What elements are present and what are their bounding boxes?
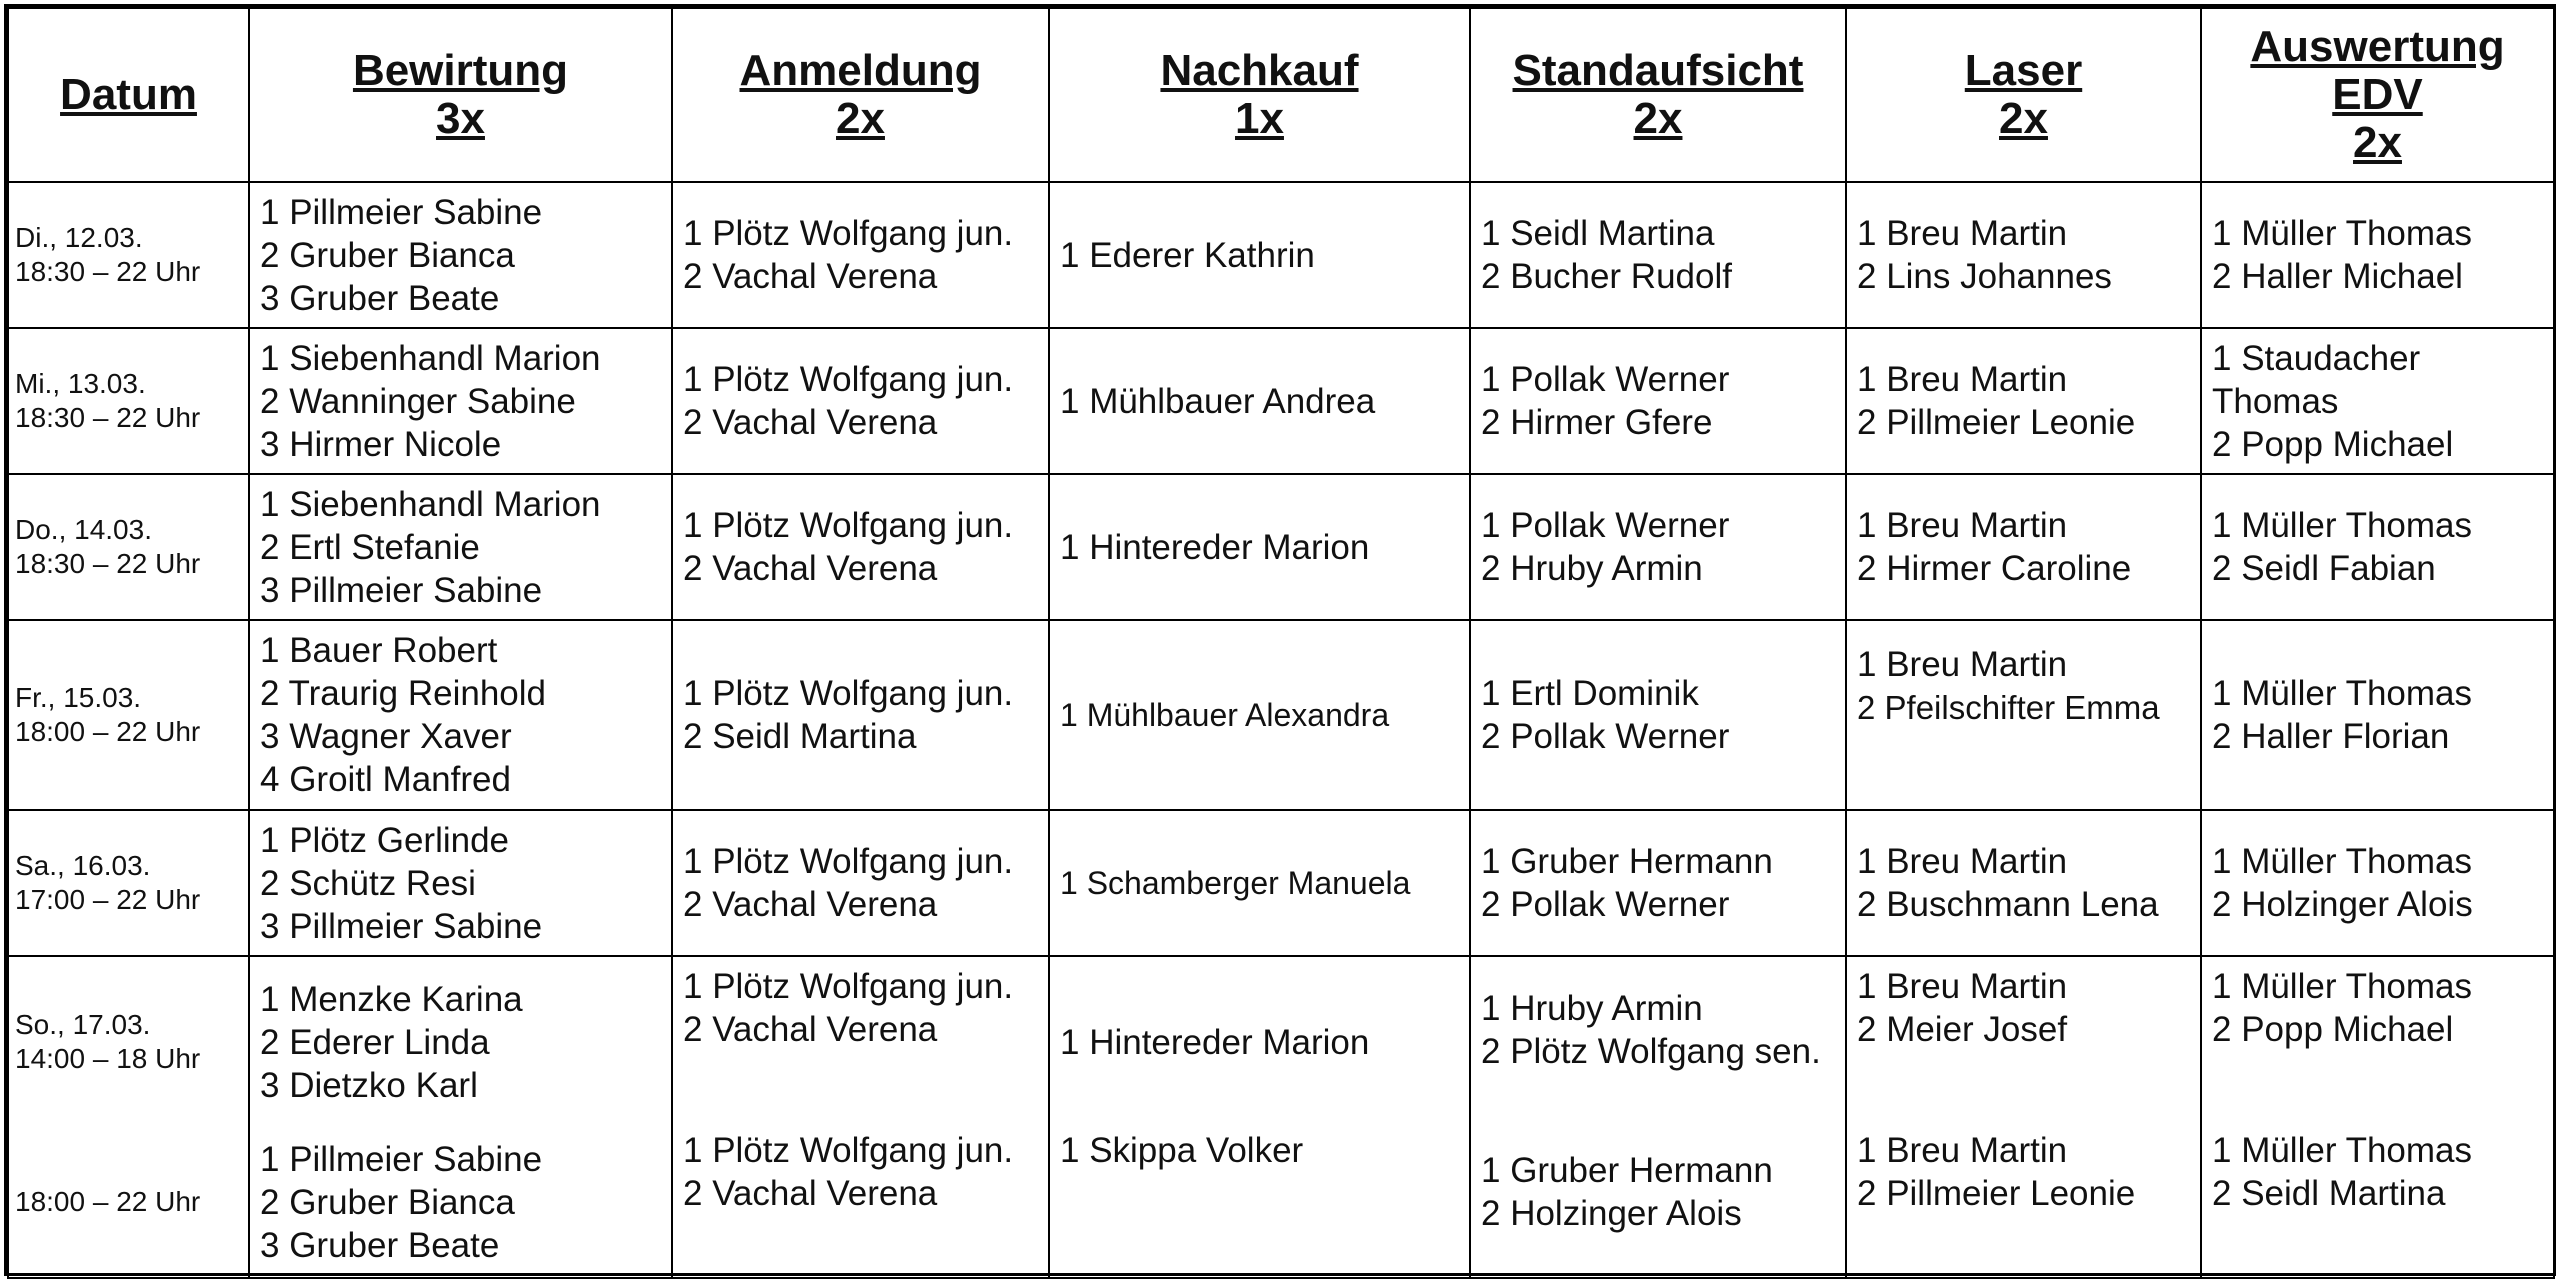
list-item: 2 Gruber Bianca (260, 235, 515, 275)
anmeldung-cell (672, 474, 1049, 620)
table-row (8, 182, 2554, 328)
list-item: 1 Müller Thomas (2212, 506, 2473, 545)
nachkauf-cell (1049, 620, 1470, 810)
list-item: 2 Bucher Rudolf (1481, 257, 1732, 296)
edv-cell (2201, 182, 2554, 328)
header-auswertung-edv: Auswertung EDV 2x (2201, 8, 2554, 182)
edv-cell (2201, 474, 2554, 620)
list-item: 1 Ertl Dominik (1481, 674, 1699, 713)
list-item: 1 Schamberger Manuela (1060, 864, 1411, 901)
list-item: 1 Müller Thomas (2212, 1131, 2473, 1170)
list-item: 2 Vachal Verena (683, 1174, 938, 1213)
edv-cell (2201, 620, 2554, 810)
list-item: 1 Plötz Wolfgang jun. (683, 214, 1014, 253)
edv-cell (2201, 810, 2554, 956)
list-item: 1 Pollak Werner (1481, 506, 1730, 545)
list-item: 2 Meier Josef (1857, 1010, 2068, 1049)
anmeldung-cell (672, 620, 1049, 810)
list-item: 1 Gruber Hermann (1481, 842, 1773, 881)
list-item: 1 Plötz Wolfgang jun. (683, 1131, 1014, 1170)
list-item: 1 Breu Martin (1857, 360, 2068, 399)
list-item: 1 Skippa Volker (1060, 1131, 1304, 1170)
shift-early (250, 957, 671, 1127)
schedule-sheet (4, 4, 2556, 1276)
list-item: 1 Seidl Martina (1481, 214, 1715, 253)
list-item: 2 Pillmeier Leonie (1857, 1174, 2136, 1213)
list-item: 2 Pollak Werner (1481, 717, 1730, 756)
list-item: 1 Pillmeier Sabine (260, 1139, 543, 1179)
list-item: 2 Popp Michael (2212, 424, 2454, 464)
list-item: 2 Seidl Martina (2212, 1174, 2446, 1213)
shift-late (1050, 1127, 1469, 1277)
date-cell: Do., 14.03. 18:30 – 22 Uhr (8, 474, 249, 620)
list-item: 2 Holzinger Alois (1481, 1194, 1742, 1233)
date-cell: So., 17.03. 14:00 – 18 Uhr 18:00 – 22 Uhr (8, 956, 249, 1278)
list-item: 1 Siebenhandl Marion (260, 484, 601, 524)
list-item: 2 Wanninger Sabine (260, 381, 576, 421)
shift-late (673, 1127, 1048, 1277)
list-item: 1 Mühlbauer Alexandra (1060, 696, 1390, 733)
list-item: 2 Haller Florian (2212, 717, 2450, 756)
standaufsicht-cell (1470, 956, 1846, 1278)
list-item: 1 Bauer Robert (260, 631, 498, 670)
date-cell: Sa., 16.03. 17:00 – 22 Uhr (8, 810, 249, 956)
shift-late (1847, 1127, 2200, 1277)
list-item: 1 Mühlbauer Andrea (1060, 381, 1376, 421)
list-item: 1 Pollak Werner (1481, 360, 1730, 399)
list-item: 3 Wagner Xaver (260, 717, 512, 756)
list-item: 1 Gruber Hermann (1481, 1151, 1773, 1190)
list-item: 1 Breu Martin (1857, 842, 2068, 881)
nachkauf-cell (1049, 956, 1470, 1278)
shift-early (2202, 957, 2553, 1127)
list-item: 2 Buschmann Lena (1857, 885, 2159, 924)
laser-cell (1846, 182, 2201, 328)
list-item: 1 Breu Martin (1857, 506, 2068, 545)
list-item: 1 Menzke Karina (260, 979, 523, 1019)
list-item: 1 Hruby Armin (1481, 989, 1703, 1028)
list-item: 2 Schütz Resi (260, 863, 476, 903)
shift-early (673, 957, 1048, 1127)
list-item: 3 Gruber Beate (260, 278, 500, 318)
shift-late (1471, 1127, 1845, 1277)
nachkauf-cell (1049, 328, 1470, 474)
duty-roster-table (7, 7, 2555, 1279)
list-item: 1 Siebenhandl Marion (260, 338, 601, 378)
list-item: 2 Vachal Verena (683, 403, 938, 442)
anmeldung-cell (672, 328, 1049, 474)
list-item: 1 Breu Martin (1857, 645, 2068, 684)
bewirtung-cell (249, 810, 672, 956)
header-nachkauf: Nachkauf 1x (1049, 8, 1470, 182)
date-cell: Di., 12.03. 18:30 – 22 Uhr (8, 182, 249, 328)
list-item: 2 Pillmeier Leonie (1857, 403, 2136, 442)
list-item: 2 Vachal Verena (683, 885, 938, 924)
list-item: 2 Vachal Verena (683, 549, 938, 588)
table-row-sunday (8, 956, 2554, 1278)
table-row (8, 474, 2554, 620)
laser-cell (1846, 474, 2201, 620)
table-row (8, 620, 2554, 810)
list-item: 2 Ederer Linda (260, 1022, 490, 1062)
list-item: 2 Pfeilschifter Emma (1857, 689, 2160, 726)
list-item: 1 Breu Martin (1857, 1131, 2068, 1170)
edv-cell (2201, 956, 2554, 1278)
laser-cell (1846, 810, 2201, 956)
bewirtung-cell (249, 620, 672, 810)
list-item: 1 Plötz Wolfgang jun. (683, 674, 1014, 713)
nachkauf-cell (1049, 182, 1470, 328)
date-cell: Mi., 13.03. 18:30 – 22 Uhr (8, 328, 249, 474)
header-bewirtung: Bewirtung 3x (249, 8, 672, 182)
header-laser: Laser 2x (1846, 8, 2201, 182)
list-item: 1 Hintereder Marion (1060, 1022, 1370, 1062)
standaufsicht-cell (1470, 620, 1846, 810)
list-item: 2 Traurig Reinhold (260, 674, 546, 713)
list-item: 4 Groitl Manfred (260, 760, 511, 799)
standaufsicht-cell (1470, 182, 1846, 328)
bewirtung-cell (249, 956, 672, 1278)
list-item: 1 Müller Thomas (2212, 214, 2473, 253)
list-item: 2 Seidl Martina (683, 717, 917, 756)
list-item: 1 Pillmeier Sabine (260, 192, 543, 232)
list-item: 2 Vachal Verena (683, 257, 938, 296)
shift-late (2202, 1127, 2553, 1277)
header-datum: Datum (8, 8, 249, 182)
shift-early (1847, 957, 2200, 1127)
list-item: 2 Ertl Stefanie (260, 527, 480, 567)
list-item: 2 Gruber Bianca (260, 1182, 515, 1222)
list-item: 1 Hintereder Marion (1060, 527, 1370, 567)
list-item: 2 Pollak Werner (1481, 885, 1730, 924)
list-item: 2 Haller Michael (2212, 257, 2463, 296)
shift-early (1050, 957, 1469, 1127)
anmeldung-cell (672, 810, 1049, 956)
bewirtung-cell (249, 182, 672, 328)
list-item: 1 Plötz Wolfgang jun. (683, 842, 1014, 881)
list-item: 1 Breu Martin (1857, 214, 2068, 253)
list-item: 2 Popp Michael (2212, 1010, 2454, 1049)
shift-late (250, 1127, 671, 1277)
anmeldung-cell (672, 956, 1049, 1278)
nachkauf-cell (1049, 474, 1470, 620)
list-item: 1 Ederer Kathrin (1060, 235, 1315, 275)
list-item: 3 Pillmeier Sabine (260, 570, 543, 610)
bewirtung-cell (249, 474, 672, 620)
list-item: 2 Hirmer Gfere (1481, 403, 1713, 442)
list-item: 2 Plötz Wolfgang sen. (1481, 1032, 1821, 1071)
laser-cell (1846, 620, 2201, 810)
table-row (8, 810, 2554, 956)
list-item: 1 Plötz Wolfgang jun. (683, 967, 1014, 1006)
laser-cell (1846, 956, 2201, 1278)
list-item: 2 Hruby Armin (1481, 549, 1703, 588)
list-item: 2 Holzinger Alois (2212, 885, 2473, 924)
header-standaufsicht: Standaufsicht 2x (1470, 8, 1846, 182)
standaufsicht-cell (1470, 474, 1846, 620)
header-row (8, 8, 2554, 182)
table-row (8, 328, 2554, 474)
list-item: 1 Plötz Wolfgang jun. (683, 506, 1014, 545)
list-item: 2 Lins Johannes (1857, 257, 2112, 296)
list-item: 2 Seidl Fabian (2212, 549, 2436, 588)
list-item: 3 Pillmeier Sabine (260, 906, 543, 946)
shift-early (1471, 957, 1845, 1127)
list-item: 3 Dietzko Karl (260, 1065, 478, 1105)
list-item: 1 Plötz Gerlinde (260, 820, 510, 860)
list-item: 1 Müller Thomas (2212, 967, 2473, 1006)
header-anmeldung: Anmeldung 2x (672, 8, 1049, 182)
list-item: 3 Gruber Beate (260, 1225, 500, 1265)
bewirtung-cell (249, 328, 672, 474)
list-item: 1 Plötz Wolfgang jun. (683, 360, 1014, 399)
anmeldung-cell (672, 182, 1049, 328)
list-item: 1 Müller Thomas (2212, 674, 2473, 713)
list-item: 1 Müller Thomas (2212, 842, 2473, 881)
date-cell: Fr., 15.03. 18:00 – 22 Uhr (8, 620, 249, 810)
list-item: 1 Breu Martin (1857, 967, 2068, 1006)
list-item: 2 Hirmer Caroline (1857, 549, 2132, 588)
list-item: 2 Vachal Verena (683, 1010, 938, 1049)
list-item: 3 Hirmer Nicole (260, 424, 502, 464)
list-item: 1 Staudacher Thomas (2212, 338, 2421, 421)
edv-cell (2201, 328, 2554, 474)
laser-cell (1846, 328, 2201, 474)
standaufsicht-cell (1470, 328, 1846, 474)
standaufsicht-cell (1470, 810, 1846, 956)
nachkauf-cell (1049, 810, 1470, 956)
